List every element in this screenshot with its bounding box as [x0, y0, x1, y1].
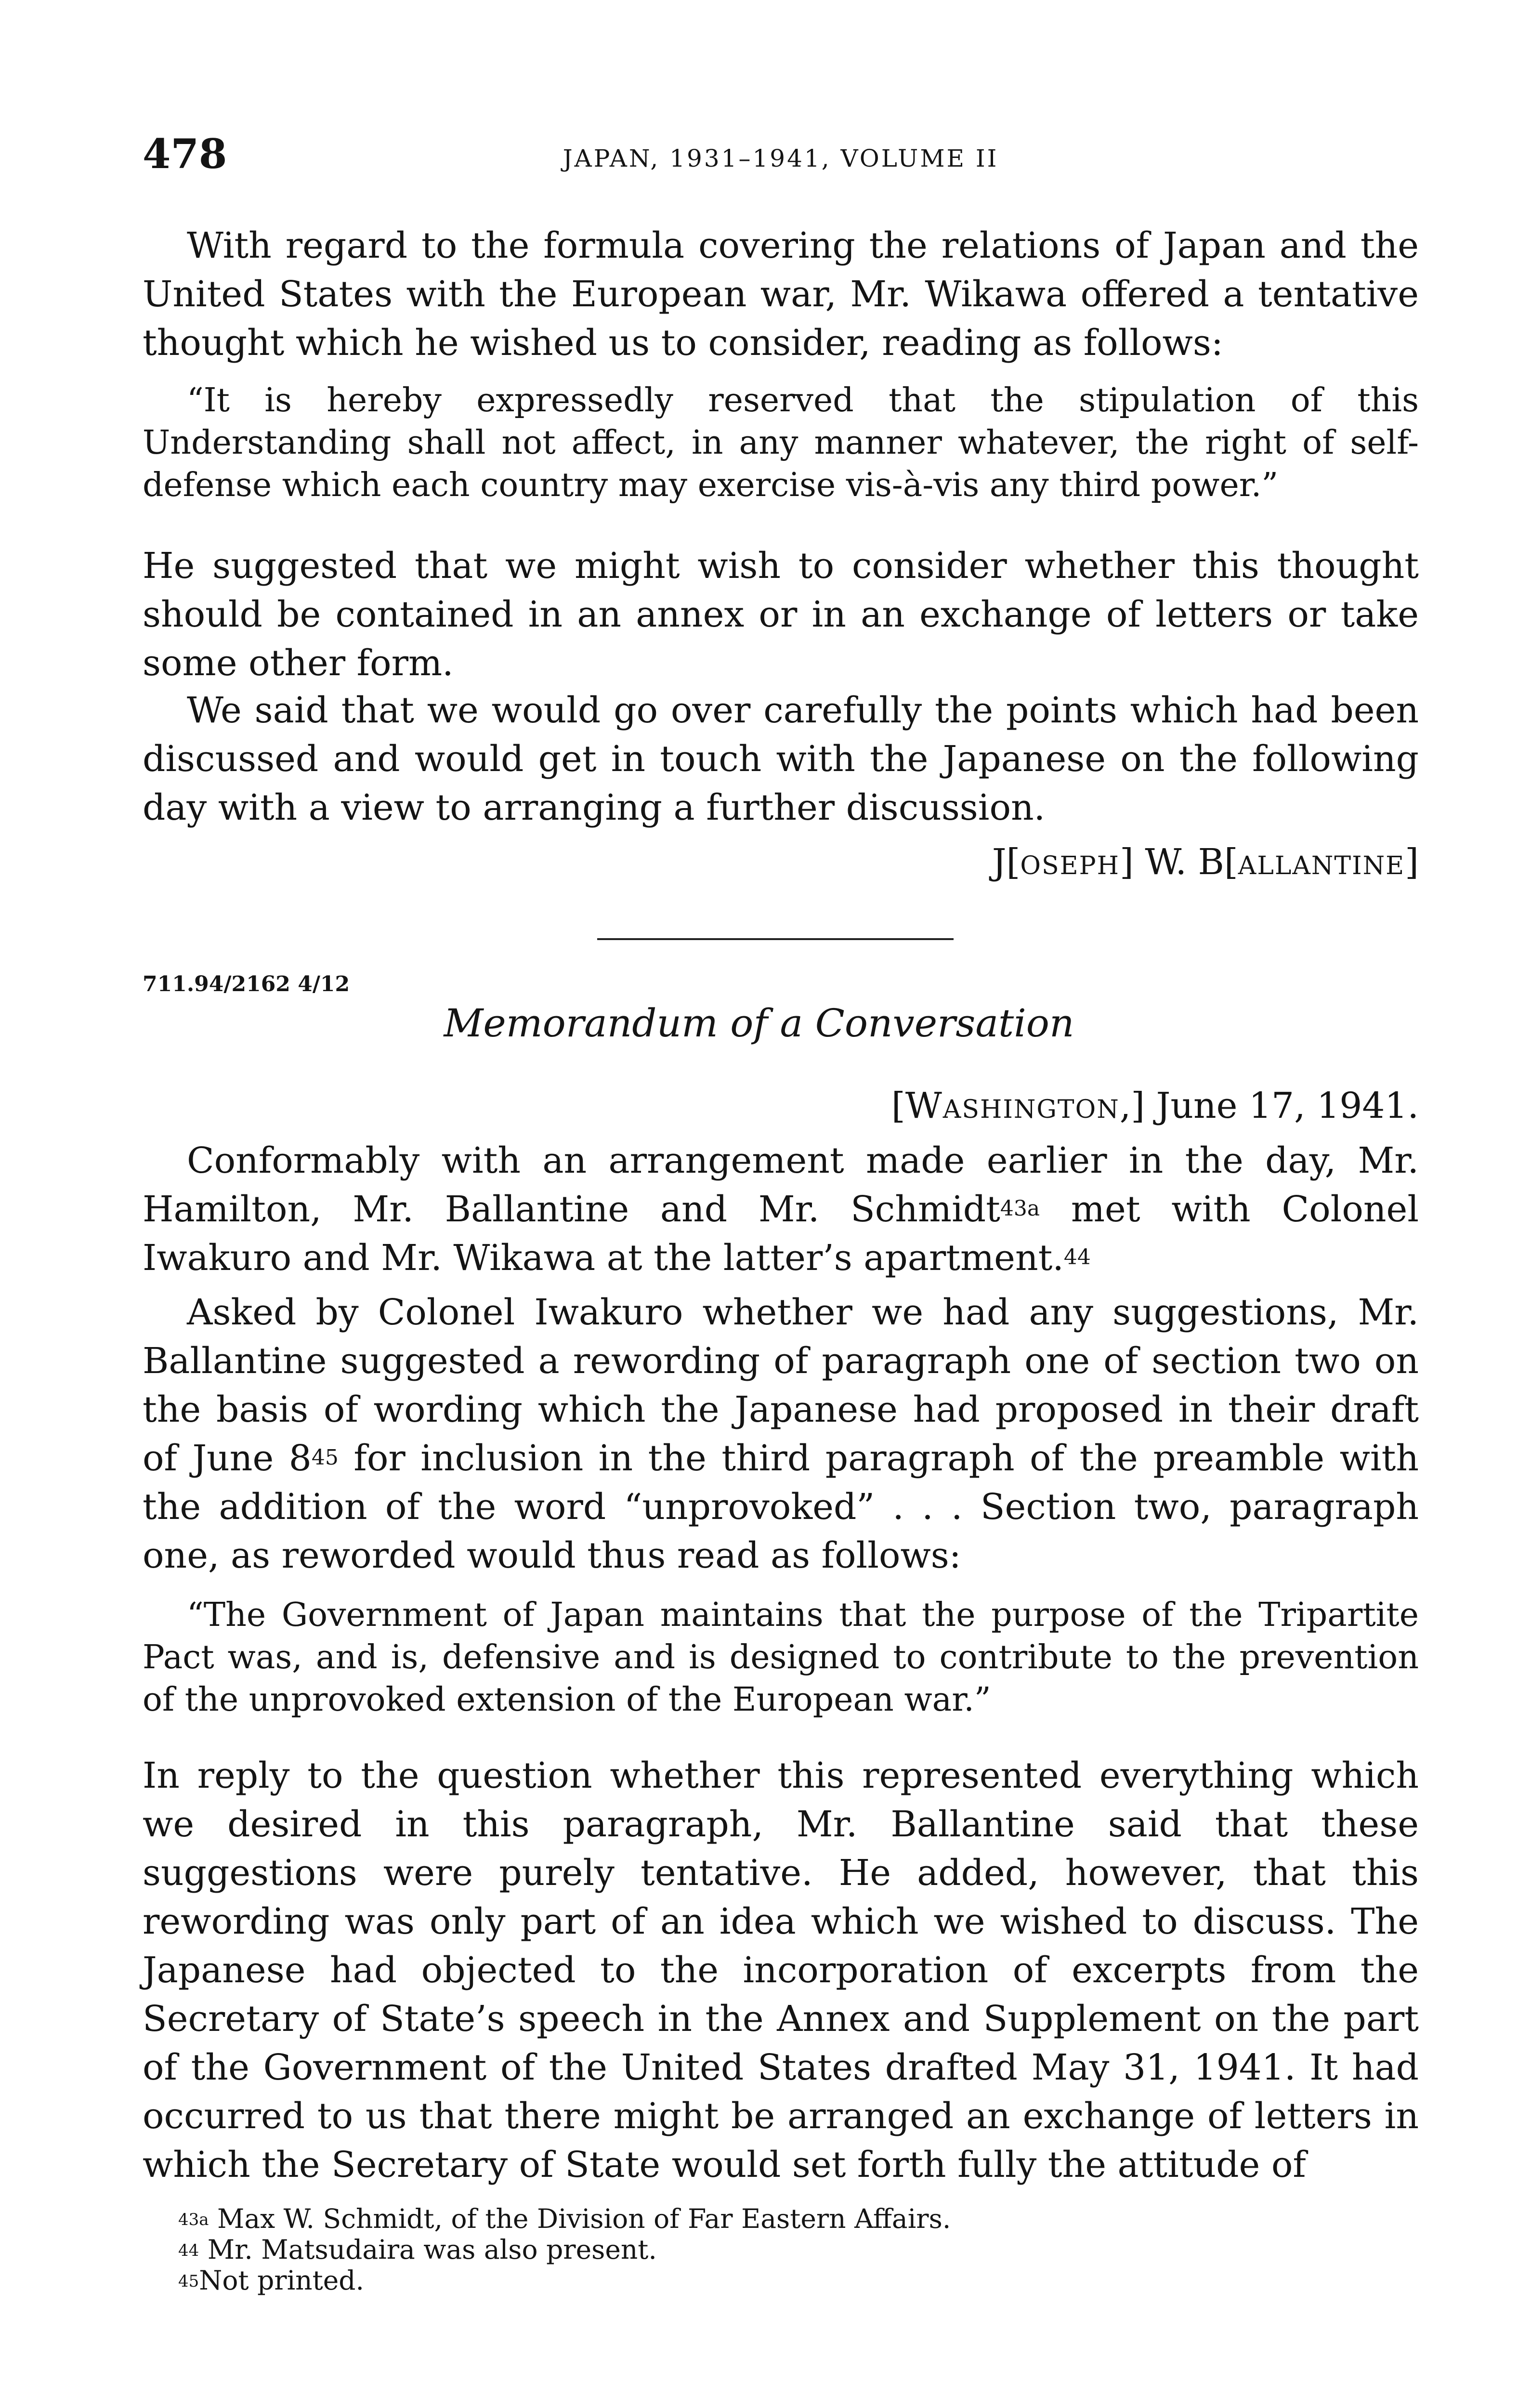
footnote-ref-43a: 43a: [1000, 1196, 1040, 1221]
footnote-43a: [178, 2203, 1382, 2234]
signature-j: J[: [992, 841, 1021, 883]
footnote-ref-44: 44: [1063, 1245, 1091, 1269]
paragraph-rewording-text-1: Asked by Colonel Iwakuro whether we had any suggestions, Mr. Ballantine suggested a rewording of paragraph one of section two on the basis of wording which the Japanese had proposed in their draft of June 8: [143, 1292, 1419, 1479]
signature-allantine: allantine: [1238, 841, 1405, 883]
dateline-open: [: [891, 1085, 905, 1126]
signature-oseph: oseph: [1020, 841, 1120, 883]
dateline-close: ,]: [1119, 1085, 1145, 1126]
paragraph-meeting-text-2: met with Colonel Iwakuro and Mr. Wikawa at the latter’s apartment.: [143, 1189, 1419, 1279]
footnote-text: Not printed.: [199, 2265, 364, 2296]
footnote-text: Mr. Matsudaira was also present.: [199, 2234, 657, 2265]
paragraph-annex: He suggested that we might wish to consider whether this thought should be contained in an annex or in an exchange of letters or take some other form.: [143, 545, 1419, 684]
paragraph-meeting: [143, 1137, 1419, 1283]
paragraph-formula: With regard to the formula covering the relations of Japan and the United States with the European war, Mr. Wikawa offered a tentative thought which he wished us to consider, reading as follows:: [143, 225, 1419, 364]
dateline-date: June 17, 1941.: [1145, 1085, 1419, 1126]
footnote-44: [178, 2234, 1382, 2265]
footnote-mark: 43a: [178, 2210, 209, 2229]
footnote-mark: 45: [178, 2272, 199, 2291]
paragraph-rewording: [143, 1288, 1419, 1580]
paragraph-follow-up: We said that we would go over carefully the points which had been discussed and would get in touch with the Japanese on the following day with a view to arranging a further discussion.: [143, 690, 1419, 828]
footnote-mark: 44: [178, 2241, 199, 2260]
paragraph-meeting-text-1: Conformably with an arrangement made earlier in the day, Mr. Hamilton, Mr. Ballantine and Mr. Schmidt: [143, 1140, 1419, 1230]
signature: [992, 838, 1419, 886]
document-title: Memorandum of a Conversation: [444, 1001, 1074, 1046]
running-head: JAPAN, 1931–1941, VOLUME II: [563, 144, 999, 172]
footnote-45: [178, 2265, 1382, 2296]
file-reference: 711.94/2162 4/12: [143, 972, 350, 996]
quote-self-defense: “It is hereby expressedly reserved that the stipulation of this Understanding shall not affect, in any manner whatever, the right of self-defense which each country may exercise vis-à-vis any third power.”: [143, 381, 1419, 504]
quote-tripartite-pact: “The Government of Japan maintains that the purpose of the Tripartite Pact was, and is, defensive and is designed to contribute to the prevention of the unprovoked extension of the European war.”: [143, 1596, 1419, 1719]
paragraph-rewording-text-2: for inclusion in the third paragraph of the preamble with the addition of the word “unprovoked” . . . Section two, paragraph one, as reworded would thus read as follows:: [143, 1438, 1419, 1576]
footnote-ref-45: 45: [311, 1445, 339, 1470]
page-header: [143, 130, 1419, 188]
paragraph-reply: In reply to the question whether this represented everything which we desired in this paragraph, Mr. Ballantine said that these suggestions were purely tentative. He added, however, that this rewording was only part of an idea which we wished to discuss. The Japanese had objected to the incorporation of excerpts from the Secretary of State’s speech in the Annex and Supplement on the part of the Government of the United States drafted May 31, 1941. It had occurred to us that there might be arranged an exchange of letters in which the Secretary of State would set forth fully the attitude of: [143, 1755, 1419, 2186]
dateline: [891, 1085, 1419, 1126]
signature-w: ] W. B[: [1119, 841, 1238, 883]
footnote-text: Max W. Schmidt, of the Division of Far Eastern Affairs.: [209, 2203, 951, 2234]
footnotes: [178, 2203, 1382, 2296]
section-divider: [597, 938, 954, 940]
signature-end: ]: [1405, 841, 1419, 883]
page-number: 478: [143, 130, 227, 178]
dateline-place: Washington: [905, 1085, 1120, 1126]
